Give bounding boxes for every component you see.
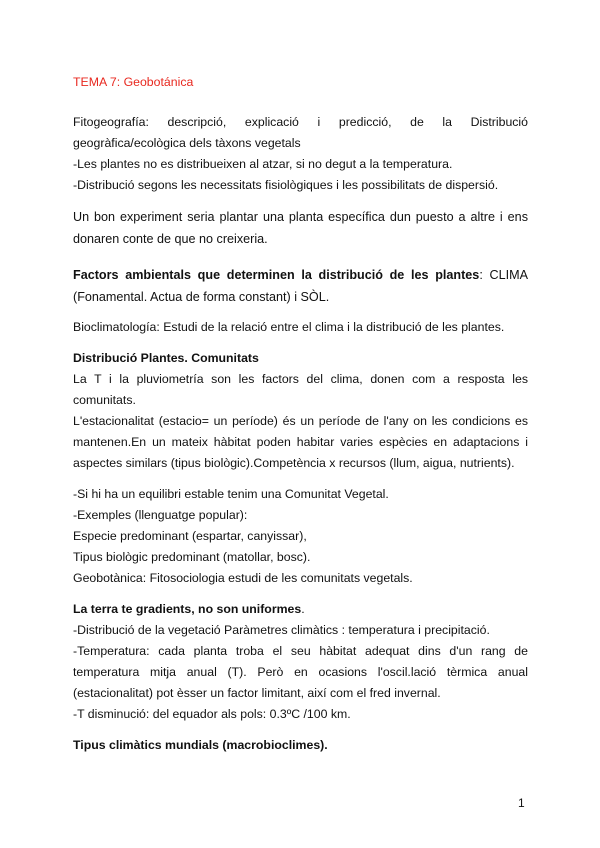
gradients-line-1: -Distribució de la vegetació Paràmetres climàtics : temperatura i precipitació.	[73, 623, 490, 637]
temperature-paragraph: -Temperatura: cada planta troba el seu hàbitat adequat dins d'un rang de temperatura mitja anual (T). Però en ocasions l'oscil.lació tèrmica anual (estacionalitat) pot èsser un factor limitant, així com el fred invernal.	[73, 644, 528, 700]
distribution-paragraph-1: La T i la pluviometría son les factors del clima, donen com a resposta les comunitats.	[73, 372, 528, 407]
community-line-2: -Exemples (llenguatge popular):	[73, 508, 248, 522]
climate-types-heading: Tipus climàtics mundials (macrobioclimes).	[73, 738, 328, 752]
bullet-random-distribution: -Les plantes no es distribueixen al atzar, si no degut a la temperatura.	[73, 157, 453, 171]
community-line-1: -Si hi ha un equilibri estable tenim una Comunitat Vegetal.	[73, 487, 389, 501]
distribution-heading: Distribució Plantes. Comunitats	[73, 351, 259, 365]
factors-heading: Factors ambientals que determinen la distribució de les plantes	[73, 268, 480, 282]
fitogeografia-definition: Fitogeografía: descripció, explicació i predicció, de la Distribució geogràfica/ecològica dels tàxons vegetals	[73, 115, 528, 150]
community-line-4: Tipus biològic predominant (matollar, bosc).	[73, 550, 311, 564]
gradients-heading-line	[73, 599, 528, 620]
experiment-paragraph: Un bon experiment seria plantar una planta específica dun puesto a altre i ens donaren conte de que no creixeria.	[73, 210, 528, 246]
page-number: 1	[518, 796, 525, 810]
gradients-line-3: -T disminució: del equador als pols: 0.3ºC /100 km.	[73, 707, 351, 721]
page-title: TEMA 7: Geobotánica	[73, 75, 194, 89]
community-line-5: Geobotànica: Fitosociologia estudi de les comunitats vegetals.	[73, 571, 413, 585]
factors-text: : CLIMA (Fonamental. Actua de forma constant) i SÒL.	[73, 268, 528, 304]
bioclimatology-definition: Bioclimatología: Estudi de la relació entre el clima i la distribució de les plantes.	[73, 320, 505, 334]
distribution-paragraph-2: L'estacionalitat (estacio= un període) és un període de l'any on les condicions es mantenen.En un mateix hàbitat poden habitar varies espècies en adaptacions i aspectes similars (tipus biològic).Competència x recursos (llum, aigua, nutrients).	[73, 414, 528, 470]
gradients-heading-end: .	[301, 602, 305, 616]
gradients-heading: La terra te gradients, no son uniformes	[73, 602, 302, 616]
bullet-physiological-needs: -Distribució segons les necessitats fisiològiques i les possibilitats de dispersió.	[73, 178, 499, 192]
factors-paragraph	[73, 264, 528, 308]
community-line-3: Especie predominant (espartar, canyissar),	[73, 529, 307, 543]
